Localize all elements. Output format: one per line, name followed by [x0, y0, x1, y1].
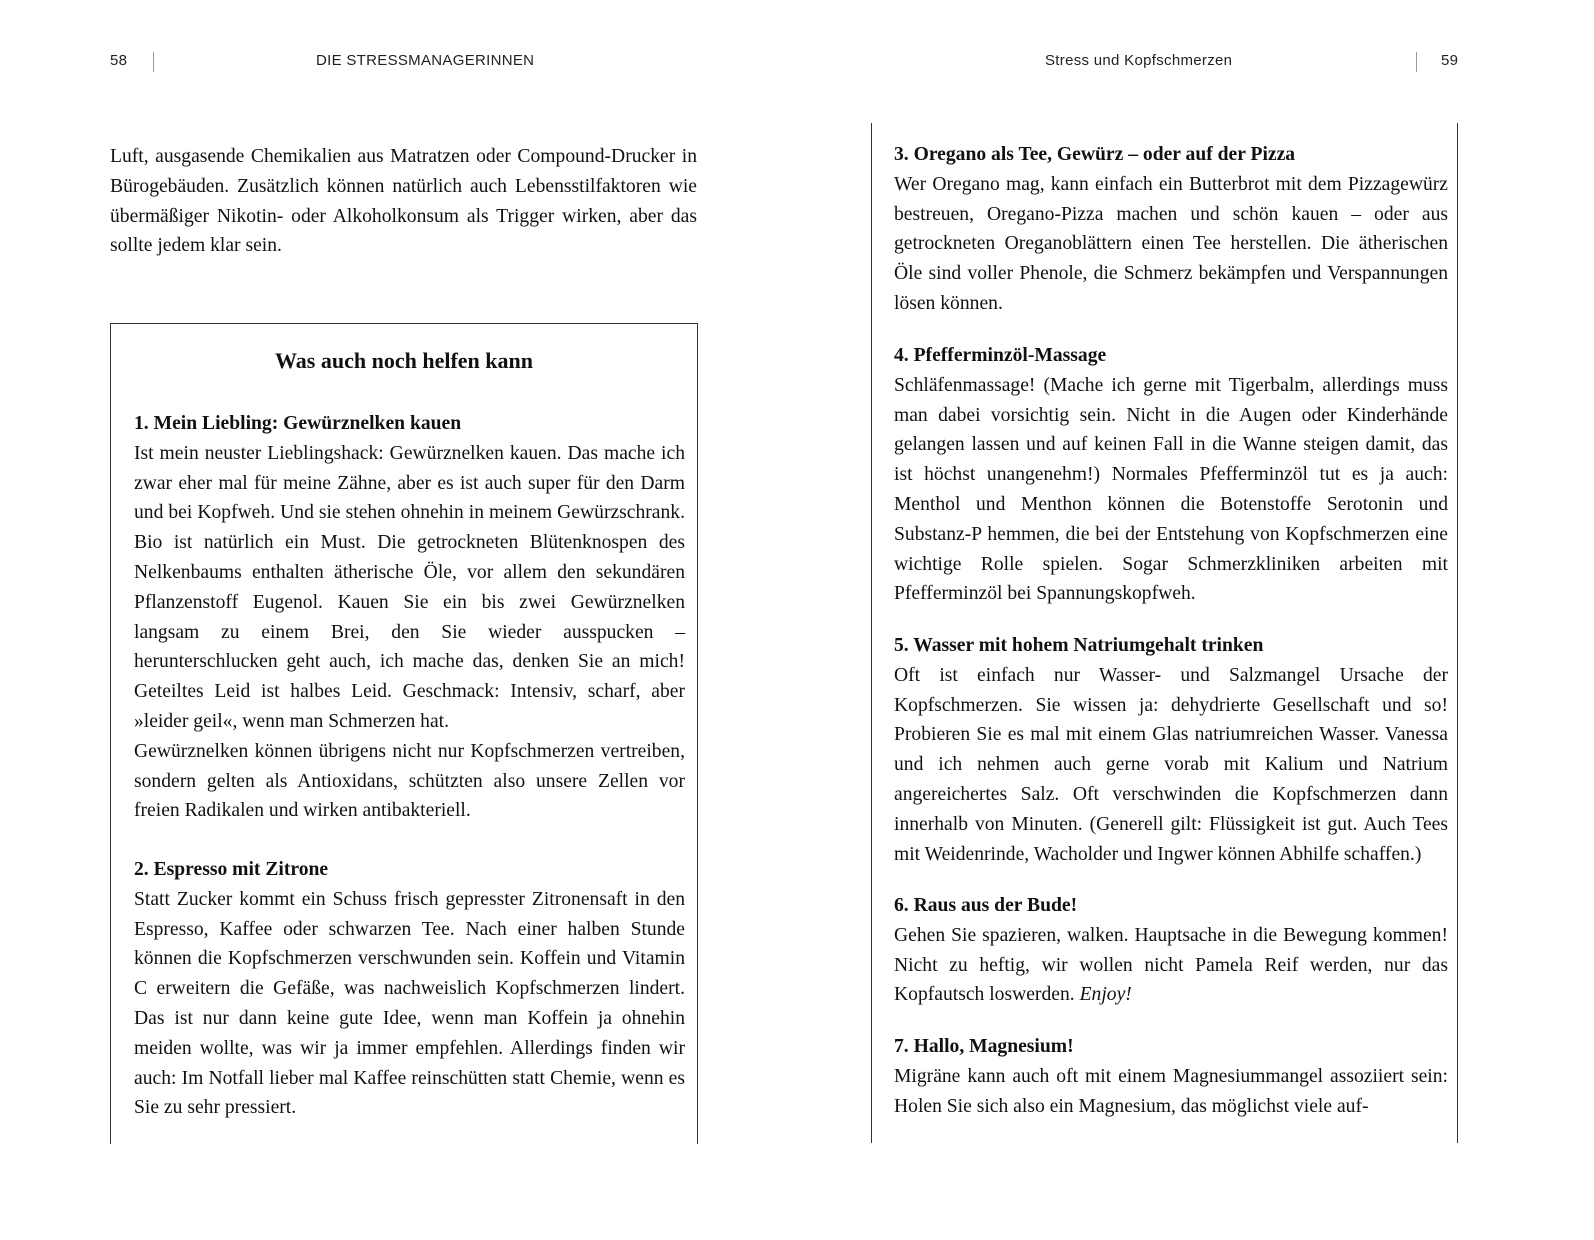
section-body-continued: Gewürznelken können übrigens nicht nur Kopfschmerzen vertreiben, sondern gelten als Antioxidans, schützten also unsere Zellen vor freien Radikalen und wirken antibakteriell. — [134, 740, 685, 822]
section-title: 2. Espresso mit Zitrone — [134, 859, 329, 880]
section-title: 7. Hallo, Magnesium! — [894, 1036, 1074, 1057]
header-divider-left — [153, 52, 154, 72]
section-title: 6. Raus aus der Bude! — [894, 895, 1078, 916]
section-body: Migräne kann auch oft mit einem Magnesiummangel assoziiert sein: Holen Sie sich also ein Magnesium, das möglichst viele auf- — [894, 1065, 1448, 1117]
section-title: 3. Oregano als Tee, Gewürz – oder auf der Pizza — [894, 144, 1296, 165]
section-title: 4. Pfefferminzöl-Massage — [894, 345, 1107, 366]
page-number-left: 58 — [110, 52, 128, 69]
page-number-right: 59 — [1441, 52, 1459, 69]
section-body-italic: Enjoy! — [1079, 984, 1132, 1006]
section-title: 1. Mein Liebling: Gewürznelken kauen — [134, 413, 462, 434]
section-title: 5. Wasser mit hohem Natriumgehalt trinken — [894, 635, 1264, 656]
intro-paragraph: Luft, ausgasende Chemikalien aus Matratzen oder Compound-Drucker in Bürogebäuden. Zusätzlich können natürlich auch Lebensstilfaktoren wie übermäßiger Nikotin- oder Alkoholkonsum als Trigger wirken, aber das sollte jedem klar sein. — [110, 146, 697, 257]
section-body: Schläfenmassage! (Mache ich gerne mit Tigerbalm, allerdings muss man dabei vorsichtig sein. Nicht in die Augen oder Kinderhände gelangen lassen und auf keinen Fall in die Wanne steigen damit, das ist höchst unangenehm!) Normales Pfefferminzöl tut es ja auch: Menthol und Menthon können die Botenstoffe Serotonin und Substanz-P hemmen, die bei der Entstehung von Kopfschmerzen eine wichtige Rolle spielen. Sogar Schmerzkliniken arbeiten mit Pfefferminzöl bei Spannungskopfweh. — [894, 374, 1448, 605]
header-divider-right — [1416, 52, 1417, 72]
section-body: Wer Oregano mag, kann einfach ein Butterbrot mit dem Pizzagewürz bestreuen, Oregano-Pizza machen und schön kauen – oder aus getrockneten Oreganoblättern einen Tee herstellen. Die ätherischen Öle sind voller Phenole, die Schmerz bekämpfen und Verspannungen lösen können. — [894, 173, 1448, 314]
running-head-right: Stress und Kopfschmerzen — [1045, 52, 1233, 69]
box-title: Was auch noch helfen kann — [275, 348, 533, 373]
section-3 — [894, 140, 1448, 319]
box-right-line — [1457, 123, 1458, 1143]
section-body — [894, 921, 1448, 1010]
section-body: Statt Zucker kommt ein Schuss frisch gepresster Zitronensaft in den Espresso, Kaffee oder schwarzen Tee. Nach einer halben Stunde können die Kopfschmerzen verschwunden sein. Koffein und Vitamin C erweitern die Gefäße, was nachweislich Kopfschmerzen lindert. Das ist nur dann keine gute Idee, wenn man Koffein ja ohnehin meiden wollte, was wir ja immer empfehlen. Allerdings finden wir auch: Im Notfall lieber mal Kaffee reinschütten statt Chemie, wenn es Sie zu sehr pressiert. — [134, 888, 685, 1119]
section-body-text: Gehen Sie spazieren, walken. Hauptsache in die Bewegung kommen! Nicht zu heftig, wir wollen nicht Pamela Reif werden, nur das Kopfautsch loswerden. — [894, 924, 1448, 1006]
section-2 — [134, 855, 685, 1123]
running-head-left: DIE STRESSMANAGERINNEN — [316, 52, 535, 69]
section-body: Oft ist einfach nur Wasser- und Salzmangel Ursache der Kopfschmerzen. Sie wissen ja: dehydrierte Gesellschaft und so! Probieren Sie es mal mit einem Glas natriumreichen Wasser. Vanessa und ich nehmen auch gerne vorab mit Kalium und Natrium angereichertes Salz. Oft verschwinden die Kopfschmerzen dann innerhalb von Minuten. (Generell gilt: Flüssigkeit ist gut. Auch Tees mit Weidenrinde, Wacholder und Ingwer können Abhilfe schaffen.) — [894, 664, 1448, 865]
section-5 — [894, 631, 1448, 869]
section-6 — [894, 891, 1448, 1010]
section-body: Ist mein neuster Lieblingshack: Gewürznelken kauen. Das mache ich zwar eher mal für meine Zähne, aber es ist auch super für den Darm und bei Kopfweh. Und sie stehen ohnehin in meinem Gewürzschrank. Bio ist natürlich ein Must. Die getrockneten Blütenknospen des Nelkenbaums enthalten ätherische Öle, vor allem den sekundären Pflanzenstoff Eugenol. Kauen Sie ein bis zwei Gewürznelken langsam zu einem Brei, den Sie wieder ausspucken – herunterschlucken geht auch, ich mache das, denken Sie an mich! Geteiltes Leid ist halbes Leid. Geschmack: Intensiv, scharf, aber »leider geil«, wenn man Schmerzen hat. — [134, 442, 685, 732]
section-1 — [134, 409, 685, 826]
section-4 — [894, 341, 1448, 609]
box-left-line — [871, 123, 872, 1143]
section-7 — [894, 1032, 1448, 1121]
